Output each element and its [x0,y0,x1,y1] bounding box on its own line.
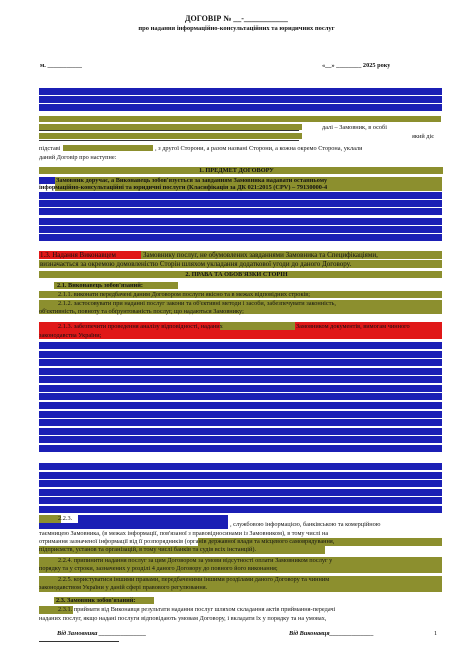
footer-executor-signature: Від Виконавця______________ [289,630,374,637]
paragraph-text: визначається за окремою домовленістю Сторін шляхом укладання додаткової угоди до даного Договору. [40,260,352,268]
paragraph-text: 2.3.1. приймати від Виконавця результати надання послуг шляхом складання актів приймання-передачі [58,606,336,613]
paragraph-text: наданих послуг, якщо надані послуги відповідають умовам Договору, і вкладати їх у порядку та на умовах, [39,615,327,622]
redacted-block [39,472,442,479]
document-title: ДОГОВІР № __-___________ [185,14,288,23]
redacted-block [39,419,442,426]
paragraph-text: , службовою інформацією, банківською та комерційною [230,521,381,528]
paragraph-text: 2.1.1. виконати передбачені даним Договором послуги якісно та в межах відповідних строків; [58,291,310,298]
paragraph-text: 2.2.5. користуватися іншими правами, передбаченими іншими розділами даного Договору та чинним [58,576,330,583]
redacted-block [39,218,442,225]
paragraph-text: 1.3. Надання Виконавцем [40,251,116,259]
redacted-block [39,393,442,400]
section-heading: 2. ПРАВА ТА ОБОВ'ЯЗКИ СТОРІН [185,271,288,278]
paragraph-text: 2.2.3. [58,515,73,522]
highlight-block [63,145,153,151]
subsection-heading: 2.1. Виконавець зобов'язаний: [57,282,143,289]
redacted-block [39,497,442,504]
highlight-block [39,116,441,122]
redacted-block [39,192,442,199]
redacted-block [39,368,442,375]
redacted-block [39,177,55,184]
redacted-block [39,351,442,358]
redacted-block [39,402,442,409]
document-subtitle: про надання інформаційно-консультаційних та юридичних послуг [138,25,335,32]
redacted-block [39,104,442,111]
paragraph-text: таємницею Замовника, (в межах інформації, пов'язаної з правовідносинами із Замовником), в тому числі на [39,530,329,537]
paragraph-text: інформаційно-консультаційні та юридичні послуги (Класифікація за ДК 021:2015 (CPV) – 79130000-4 [39,184,328,191]
redacted-block [39,489,442,496]
redacted-block [39,445,442,452]
paragraph-text: порядку та у строки, зазначених у розділі 4 даного Договору до повного його виконання; [39,565,278,572]
footer-line [39,641,119,642]
party-text: підставі [39,145,61,152]
redacted-block [39,88,442,95]
redacted-block [39,428,442,435]
highlight-block [220,322,295,330]
highlight-block [39,133,302,139]
paragraph-text: 2.1.2. застосовувати при наданні послуг закони та об'єктивні методи і засоби, забезпечувати законність, [58,300,336,307]
paragraph-text: об'єктивність, повноту та обґрунтованість послуг, що надаються Замовнику; [39,308,244,315]
section-heading: 1. ПРЕДМЕТ ДОГОВОРУ [199,167,274,174]
redacted-block [39,463,442,470]
date-field: «__» ________ 2025 року [322,62,391,69]
redacted-block [39,342,442,349]
paragraph-text: підприємств, установ та організацій, в тому числі банків та судів всіх інстанцій). [39,546,257,553]
redacted-block [39,96,442,103]
party-text: далі – Замовник, в особі [322,124,387,131]
redacted-block [39,385,442,392]
footer-customer-signature: Від Замовника _______________ [57,630,147,637]
redacted-block [39,200,442,207]
city-field: м. ___________ [40,62,83,69]
paragraph-text: Замовник доручає, а Виконавець зобов'язується за завданням Замовника надавати останньому [56,177,328,184]
redacted-block [39,506,442,513]
redacted-block [39,376,442,383]
paragraph-text: Замовнику послуг, не обумовлених завданнями Замовника та Специфікаціями, [143,251,378,259]
subsection-heading: 2.3. Замовник зобов'язаний: [56,597,136,604]
party-text: даний Договір про наступне: [39,154,117,161]
redacted-block [78,515,228,529]
redacted-block [39,359,442,366]
paragraph-text: законодавства України; [39,332,102,339]
paragraph-text: законодавством України у даній сфері правового регулювання. [39,584,208,591]
fill-line [39,140,299,141]
redacted-block [39,523,79,529]
paragraph-text: 2.1.3. забезпечити проведення аналізу відповідності, наданих [58,323,223,330]
redacted-block [39,226,442,233]
party-text: який діє [412,133,434,140]
page-number: 1 [434,630,438,637]
redacted-block [39,208,442,215]
redacted-block [39,480,442,487]
paragraph-text: отримання зазначеної інформації від її розпорядників (органів державної влади та місцевого самоврядування, [39,538,335,545]
redacted-block [39,436,442,443]
fill-line [39,130,299,131]
redacted-block [39,411,442,418]
paragraph-text: Замовником документів, вимогам чинного [296,323,410,330]
paragraph-text: 2.2.4. припинити надання послуг за цим Договором за умови відсутності оплати Замовником послуг у [58,557,333,564]
redacted-block [39,234,442,241]
party-text: , з другої Сторони, а разом названі Сторони, а кожна окремо Сторона, уклали [155,145,363,152]
